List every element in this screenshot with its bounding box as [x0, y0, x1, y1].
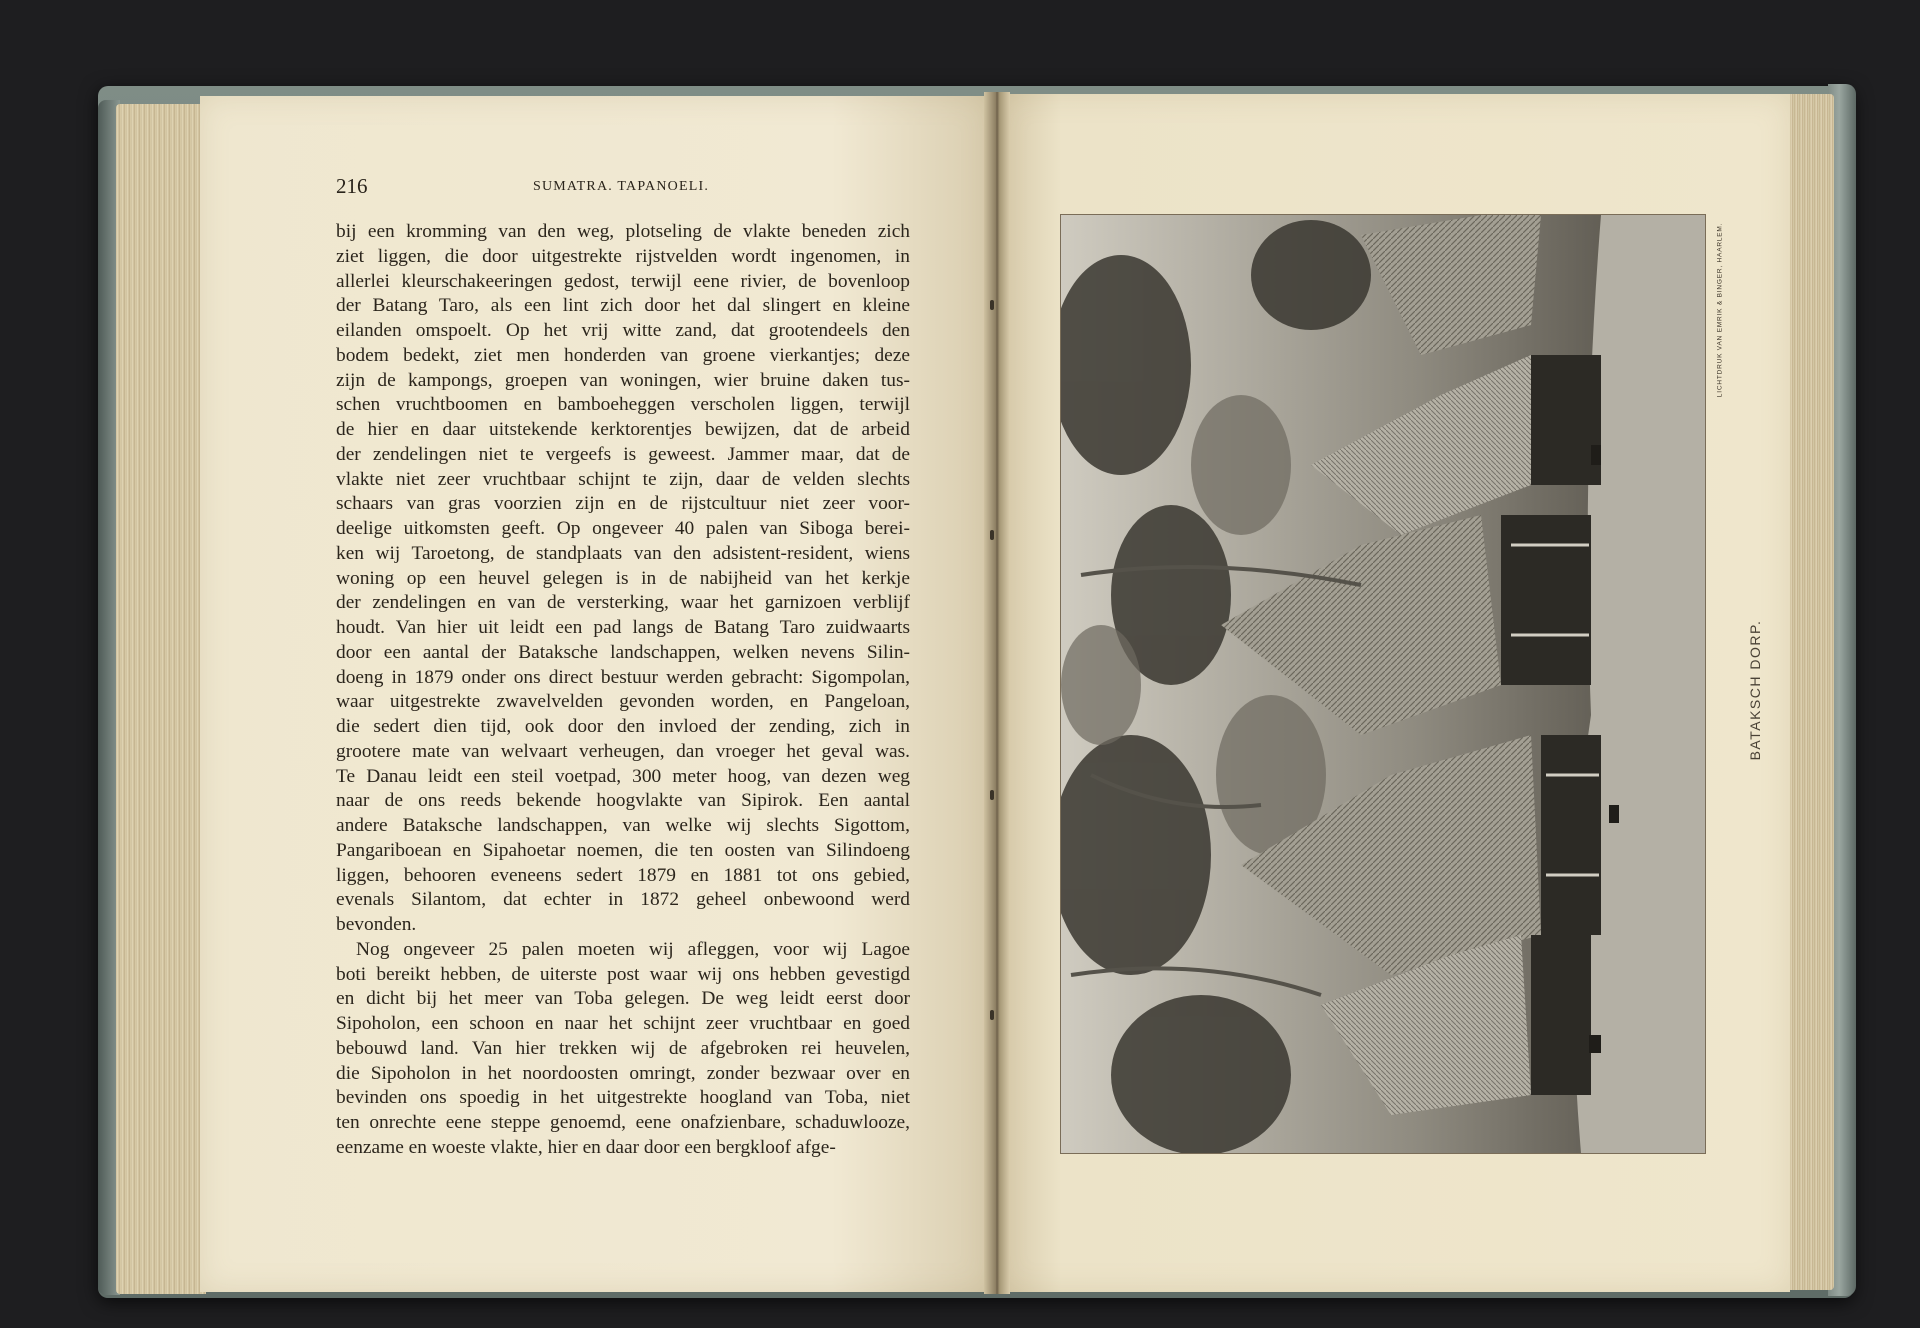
- village-photograph: [1061, 215, 1705, 1153]
- text-line: eenzame en woeste vlakte, hier en daar door een bergkloof afge-: [336, 1136, 836, 1158]
- text-line: der zendelingen niet te vergeefs is geweest. Jammer maar, dat de: [336, 443, 910, 465]
- binding-stitch: [990, 300, 994, 310]
- text-line: naar de ons reeds bekende hoogvlakte van Sipirok. Een aantal: [336, 790, 910, 812]
- page-stack-left: [116, 104, 206, 1294]
- text-line: bij een kromming van den weg, plotseling de vlakte beneden zich: [336, 221, 910, 242]
- text-line: deelige uitkomsten geeft. Op ongeveer 40 palen van Siboga berei-: [336, 518, 910, 539]
- text-line: Sipoholon, een schoon en naar het schijnt zeer vruchtbaar en goed: [336, 1013, 910, 1034]
- body-text: [336, 220, 910, 1161]
- book-gutter: [984, 92, 1010, 1294]
- text-line: en dicht bij het meer van Toba gelegen. De weg leidt eerst door: [336, 988, 910, 1010]
- text-line: woning op een heuvel gelegen is in de nabijheid van het kerkje: [336, 567, 910, 589]
- text-line: vlakte niet zeer vruchtbaar schijnt te zijn, daar de velden slechts: [336, 468, 910, 490]
- text-line: houdt. Van hier uit leidt een pad langs de Batang Taro zuidwaarts: [336, 617, 910, 638]
- plate-caption: BATAKSCH DORP.: [1747, 619, 1763, 761]
- text-line: boti bereikt hebben, de uiterste post waar wij ons hebben gevestigd: [336, 963, 910, 985]
- running-title: SUMATRA. TAPANOELI.: [532, 179, 710, 194]
- text-line: de hier en daar uitstekende kerktorentjes bewijzen, dat de arbeid: [336, 419, 910, 440]
- text-line: ken wij Taroetong, de standplaats van den adsistent-resident, wiens: [336, 542, 910, 564]
- text-line: doeng in 1879 onder ons direct bestuur werden gebracht: Sigompolan,: [336, 666, 910, 688]
- text-line: der zendelingen en van de versterking, waar het garnizoen verblijf: [336, 592, 910, 614]
- text-line: grootere mate van welvaart verheugen, dan vroeger het geval was.: [336, 740, 910, 762]
- text-line: bevonden.: [336, 914, 417, 935]
- photo-plate: [1060, 214, 1706, 1154]
- text-line: schaars van gras voorzien zijn en de rijstcultuur niet zeer voor-: [336, 493, 910, 515]
- text-line: bebouwd land. Van hier trekken wij de afgebroken rei heuvelen,: [336, 1037, 910, 1059]
- text-line: schen vruchtboomen en bamboeheggen verscholen liggen, terwijl: [336, 394, 910, 416]
- binding-stitch: [990, 790, 994, 800]
- page-number: 216: [336, 174, 368, 198]
- binding-stitch: [990, 530, 994, 540]
- text-line: der Batang Taro, als een lint zich door het dal slingert en kleine: [336, 295, 910, 317]
- text-line: evenals Silantom, dat echter in 1872 geheel onbewoond werd: [336, 889, 910, 911]
- text-line: andere Bataksche landschappen, van welke wij slechts Sigottom,: [336, 815, 910, 836]
- text-line: allerlei kleurschakeeringen gedost, terwijl eene rivier, de bovenloop: [336, 270, 910, 292]
- text-line: door een aantal der Bataksche landschappen, welken nevens Silin-: [336, 641, 910, 663]
- text-line: eilanden omspoelt. Op het vrij witte zand, dat grootendeels den: [336, 320, 910, 341]
- text-line: die sedert dien tijd, ook door den invloed der zending, zich in: [336, 716, 910, 737]
- text-line: ziet liggen, die door uitgestrekte rijstvelden wordt ingenomen, in: [336, 245, 910, 267]
- text-line: ten onrechte eene steppe genoemd, eene onafzienbare, schaduwlooze,: [336, 1112, 910, 1133]
- text-line: waar uitgestrekte zwavelvelden gevonden worden, en Pangeloan,: [336, 691, 910, 713]
- text-line: zijn de kampongs, groepen van woningen, wier bruine daken tus-: [336, 369, 910, 391]
- binding-stitch: [990, 1010, 994, 1020]
- running-head: [336, 176, 906, 202]
- text-line: Te Danau leidt een steil voetpad, 300 meter hoog, van dezen weg: [336, 765, 910, 787]
- plate-credit: LICHTDRUK VAN EMRIK & BINGER, HAARLEM.: [1716, 222, 1724, 398]
- text-line: die Sipoholon in het noordoosten omringt, zonder bezwaar over en: [336, 1062, 910, 1084]
- text-line: Nog ongeveer 25 palen moeten wij afleggen, voor wij Lagoe: [356, 938, 910, 960]
- text-line: bodem bedekt, ziet men honderden van groene vierkantjes; deze: [336, 344, 910, 366]
- text-line: bevinden ons spoedig in het uitgestrekte hoogland van Toba, niet: [336, 1087, 910, 1109]
- text-line: liggen, behooren eveneens sedert 1879 en 1881 tot ons gebied,: [336, 864, 910, 886]
- text-line: Pangariboean en Sipahoetar noemen, die ten oosten van Silindoeng: [336, 839, 910, 861]
